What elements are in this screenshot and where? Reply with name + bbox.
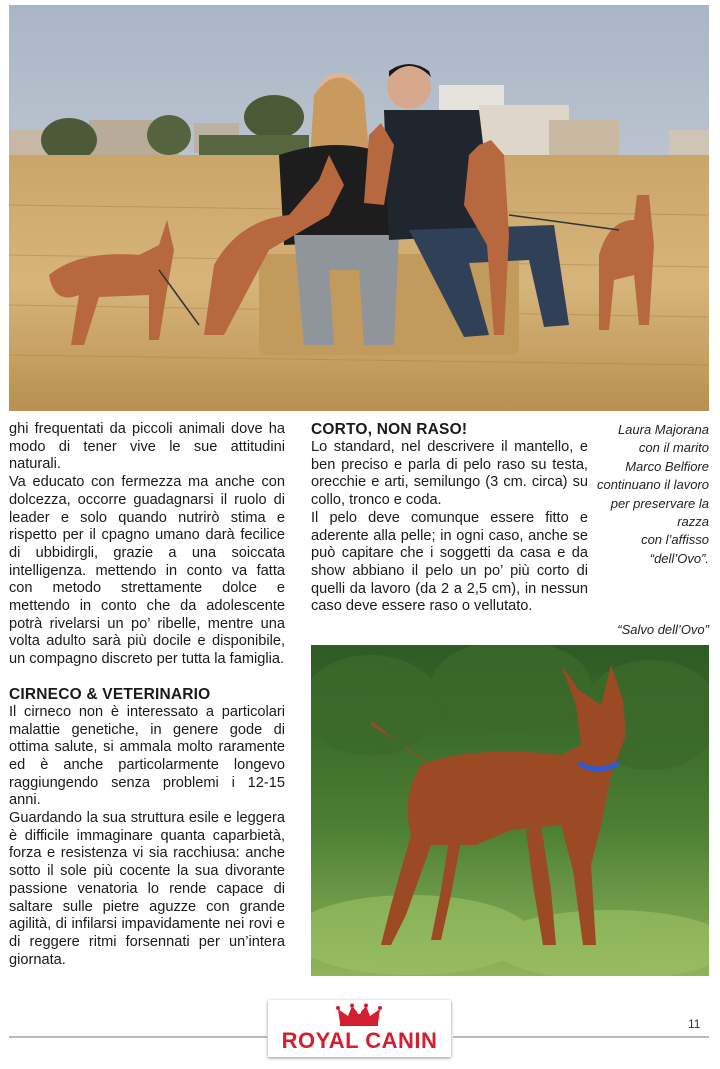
left-text-column [9,421,285,969]
caption-line: continuano il lavoro [596,477,709,493]
logo-text: ROYAL CANIN [281,1028,438,1053]
dog-photo-caption: “Salvo dell’Ovo” [617,622,709,637]
section-heading-veterinario: CIRNECO & VETERINARIO [9,685,211,703]
middle-paragraph-1: Lo standard, nel descrivere il mantello, e ben preciso e parla di pelo raso su testa, orecchie e arti, semilungo (3 cm. circa) su collo, tronco e coda. [311,439,588,509]
royal-canin-logo [268,1000,451,1057]
middle-paragraph-2: Il pelo deve comunque essere fitto e aderente alla pelle; in ogni caso, anche se può capitare che i soggetti da casa e da show abbiano il pelo un po’ più corto di quelli da lavoro (da 2 a 2,5 cm), in nessun caso deve essere raso o vellutato. [311,509,588,615]
caption-line: con l’affisso [641,532,709,548]
crown-icon [334,1003,384,1027]
top-photo-caption [592,421,709,568]
caption-line: Marco Belfiore [625,458,709,474]
left-paragraph-4: Guardando la sua struttura esile e leggera è difficile immaginare quanta caparbietà, forza e resistenza vi sia racchiusa: anche sotto il sole più cocente la sua divorante passione venatoria lo rende capace di saltare sulle pietre aguzze con grande agilità, di infilarsi impavidamente nei rovi e di reggere ritmi forsennati per un’intera giornata. [9,810,285,968]
middle-text-column [311,421,588,616]
left-paragraph-2: Va educato con fermezza ma anche con dolcezza, occorre guadagnarsi il ruolo di leader e solo quando nutrirò stima e rispetto per il cpagno umano darà fecilice di ubbidirgli, grazie a una soiccata intelligenza. mettendo in conto va fatta con metodo strettamente dolce e mettendo in conto che da adolescente potrà rivelarsi un po’ ribelle, mentre una volta adulto sarà più docile e disponibile, un compagno discreto per tutta la famiglia. [9,474,285,668]
couple-with-dogs-photo [9,5,709,411]
left-paragraph-3: Il cirneco non è interessato a particolari malattie genetiche, in genere gode di ottima salute, si ammala molto raramente ed è anche particolarmente longevo raggiungendo senza problemi i 12-15 anni. [9,703,285,809]
caption-line: razza [677,514,709,530]
left-paragraph-1: ghi frequentati da piccoli animali dove ha modo di tener vive le sue attitudini naturali. [9,421,285,473]
page-number: 11 [688,1017,701,1031]
footer-rule-left [9,1036,267,1038]
caption-line: “dell’Ovo”. [649,550,709,566]
footer-rule-right [453,1036,709,1038]
caption-line: per preservare la [610,495,709,511]
caption-line: con il marito [638,440,709,456]
cirneco-dog-photo [311,645,709,976]
section-heading-corto-non-raso: CORTO, NON RASO! [311,421,468,438]
caption-line: Laura Majorana [617,422,709,437]
